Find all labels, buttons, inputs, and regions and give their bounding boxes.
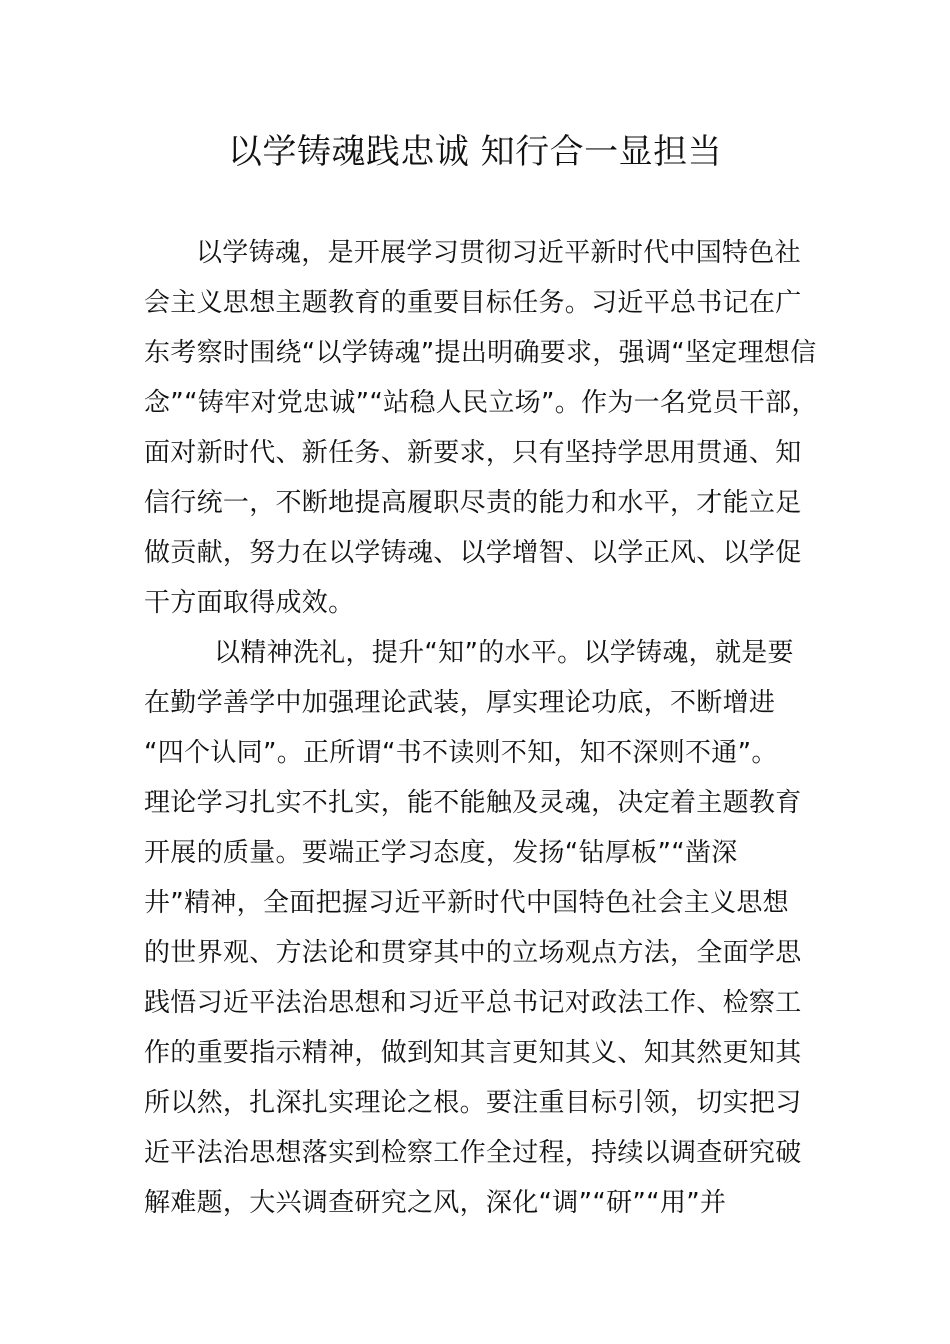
paragraph-line: 解难题，大兴调查研究之风，深化“调”“研”“用”并 — [144, 1188, 727, 1218]
paragraph-line: 以学铸魂，是开展学习贯彻习近平新时代中国特色社 — [196, 238, 801, 268]
paragraph-line: 面对新时代、新任务、新要求，只有坚持学思用贯通、知 — [144, 438, 802, 468]
document-title: 以学铸魂践忠诚 知行合一显担当 — [227, 132, 723, 172]
paragraph-2 — [144, 628, 814, 1228]
paragraph-line: 近平法治思想落实到检察工作全过程，持续以调查研究破 — [144, 1138, 802, 1168]
paragraph-line: 会主义思想主题教育的重要目标任务。习近平总书记在广 — [144, 288, 802, 318]
paragraph-line: 以精神洗礼，提升“知”的水平。以学铸魂，就是要 — [214, 638, 794, 668]
paragraph-line: 理论学习扎实不扎实，能不能触及灵魂，决定着主题教育 — [144, 788, 802, 818]
paragraph-line: 井”精神，全面把握习近平新时代中国特色社会主义思想 — [144, 888, 789, 918]
paragraph-line: 的世界观、方法论和贯穿其中的立场观点方法，全面学思 — [144, 938, 802, 968]
paragraph-line: 信行统一，不断地提高履职尽责的能力和水平，才能立足 — [144, 488, 802, 518]
paragraph-line: 在勤学善学中加强理论武装，厚实理论功底，不断增进 — [144, 688, 776, 718]
paragraph-line: 开展的质量。要端正学习态度，发扬“钻厚板”“凿深 — [144, 838, 738, 868]
paragraph-line: 做贡献，努力在以学铸魂、以学增智、以学正风、以学促 — [144, 538, 802, 568]
paragraph-line: 念”“铸牢对党忠诚”“站稳人民立场”。作为一名党员干部， — [144, 388, 818, 418]
paragraph-line: 践悟习近平法治思想和习近平总书记对政法工作、检察工 — [144, 988, 802, 1018]
paragraph-line: 作的重要指示精神，做到知其言更知其义、知其然更知其 — [144, 1038, 802, 1068]
paragraph-line: 干方面取得成效。 — [144, 588, 355, 618]
paragraph-line: 所以然，扎深扎实理论之根。要注重目标引领，切实把习 — [144, 1088, 802, 1118]
paragraph-line: 东考察时围绕“以学铸魂”提出明确要求，强调“坚定理想信 — [144, 338, 817, 368]
document-body — [144, 228, 818, 1228]
paragraph-line: “四个认同”。正所谓“书不读则不知，知不深则不通”。 — [144, 738, 778, 768]
paragraph-1 — [144, 228, 818, 628]
